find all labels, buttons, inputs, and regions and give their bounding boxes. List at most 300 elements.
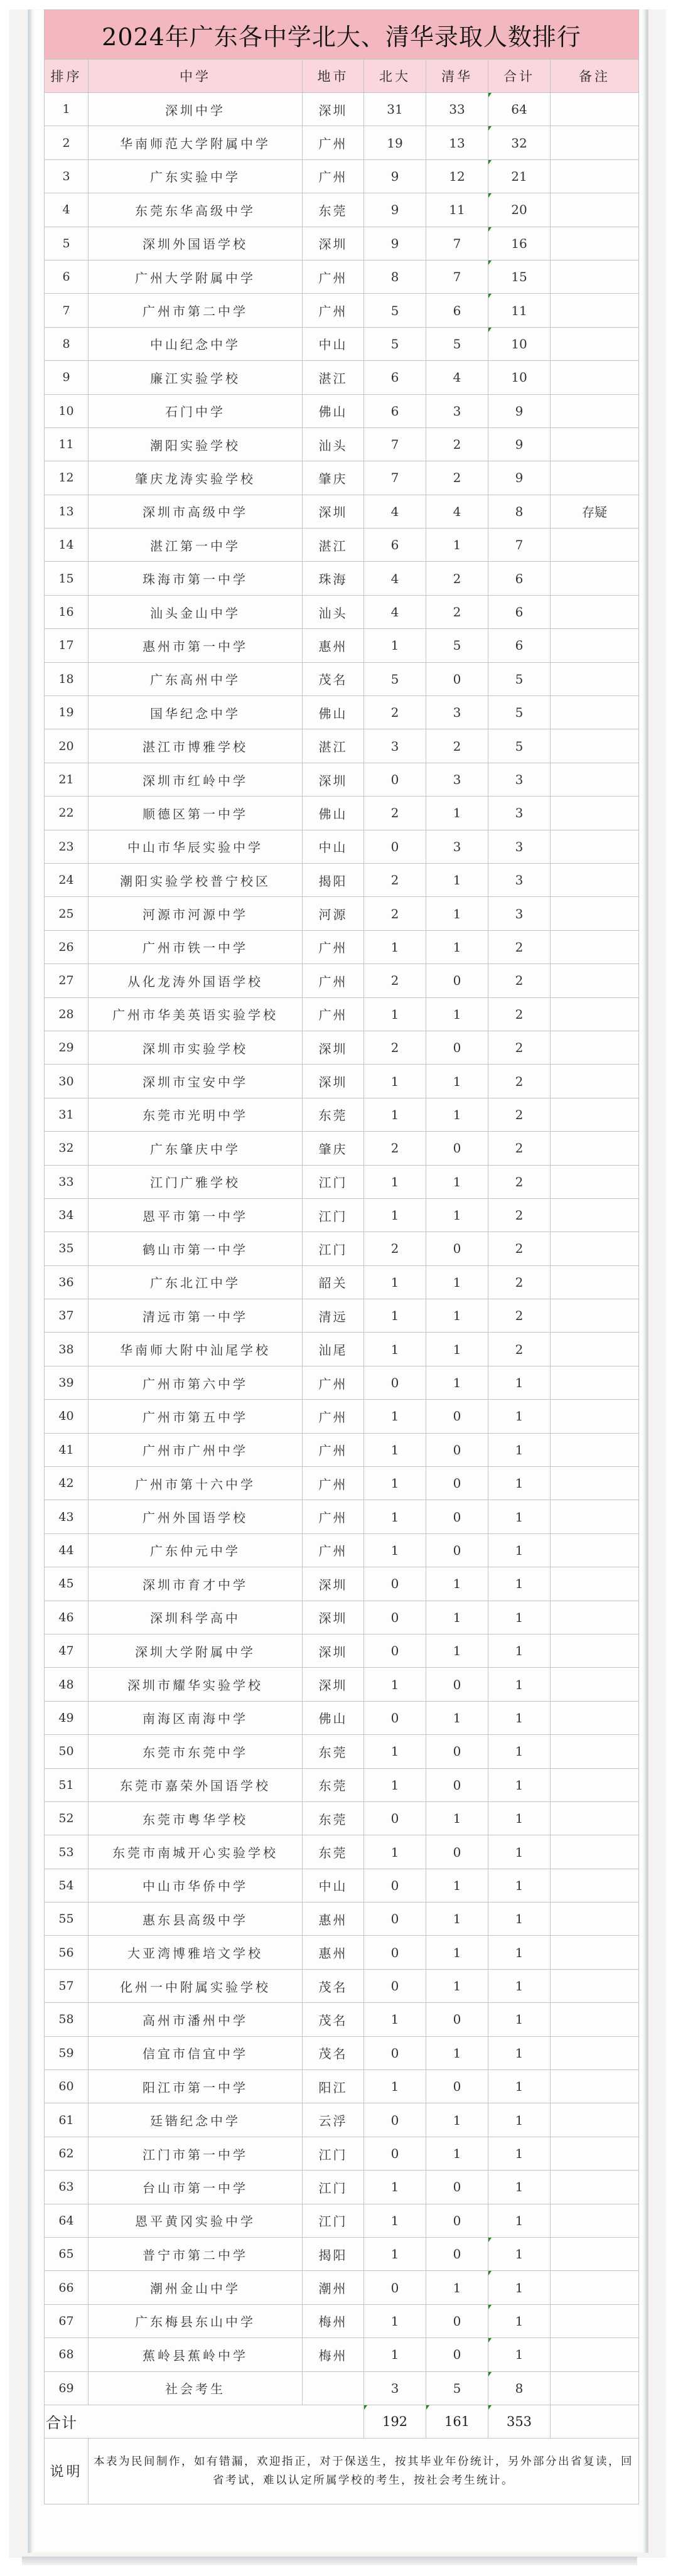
city-cell: 茂名 <box>303 1969 364 2002</box>
pku-count-cell: 0 <box>364 1902 426 1936</box>
note-text: 本表为民间制作，如有错漏，欢迎指正，对于保送生，按其毕业年份统计，另外部分出省复读，回省考试，难以认定所属学校的考生，按社会考生统计。 <box>89 2438 639 2504</box>
thu-count-cell: 1 <box>426 1198 488 1232</box>
rank-cell: 34 <box>45 1198 89 1232</box>
rank-cell: 38 <box>45 1333 89 1366</box>
table-row <box>45 930 639 963</box>
summary-thu: 161 <box>426 2405 488 2438</box>
pku-count-cell: 0 <box>364 1601 426 1634</box>
school-cell: 广州市铁一中学 <box>89 930 303 963</box>
thu-count-cell: 0 <box>426 964 488 997</box>
total-count-cell: 1 <box>488 2271 551 2304</box>
city-cell: 中山 <box>303 830 364 863</box>
rank-cell: 27 <box>45 964 89 997</box>
pku-count-cell: 1 <box>364 1668 426 1701</box>
table-row <box>45 830 639 863</box>
pku-count-cell: 2 <box>364 863 426 896</box>
total-count-cell: 1 <box>488 1601 551 1634</box>
thu-count-cell: 0 <box>426 1433 488 1466</box>
rank-cell: 69 <box>45 2371 89 2405</box>
city-cell: 深圳 <box>303 1567 364 1601</box>
city-cell: 江门 <box>303 2137 364 2170</box>
rank-cell: 19 <box>45 696 89 729</box>
note-cell <box>551 763 639 796</box>
table-row <box>45 1165 639 1198</box>
thu-count-cell: 0 <box>426 1467 488 1500</box>
school-cell: 惠州市第一中学 <box>89 629 303 662</box>
rank-cell: 14 <box>45 529 89 562</box>
city-cell: 广州 <box>303 260 364 293</box>
thu-count-cell: 1 <box>426 1265 488 1299</box>
rank-cell: 57 <box>45 1969 89 2002</box>
pku-count-cell: 0 <box>364 2103 426 2137</box>
table-row <box>45 2271 639 2304</box>
pku-count-cell: 3 <box>364 729 426 763</box>
total-count-cell: 2 <box>488 930 551 963</box>
table-row <box>45 2204 639 2237</box>
pku-count-cell: 0 <box>364 1869 426 1902</box>
note-cell <box>551 1198 639 1232</box>
pku-count-cell: 0 <box>364 1366 426 1399</box>
city-cell: 江门 <box>303 2171 364 2204</box>
note-cell <box>551 1165 639 1198</box>
table-row <box>45 1333 639 1366</box>
thu-count-cell: 0 <box>426 1735 488 1768</box>
note-cell <box>551 562 639 595</box>
note-cell <box>551 1601 639 1634</box>
thu-count-cell: 1 <box>426 1634 488 1667</box>
note-cell <box>551 2204 639 2237</box>
rank-cell: 41 <box>45 1433 89 1466</box>
total-count-cell: 1 <box>488 1969 551 2002</box>
thu-count-cell: 1 <box>426 1366 488 1399</box>
city-cell: 珠海 <box>303 562 364 595</box>
note-cell <box>551 1232 639 1265</box>
pku-count-cell: 2 <box>364 1232 426 1265</box>
city-cell: 江门 <box>303 1165 364 1198</box>
thu-count-cell: 1 <box>426 2271 488 2304</box>
school-cell: 湛江市博雅学校 <box>89 729 303 763</box>
thu-count-cell: 3 <box>426 830 488 863</box>
summary-pku: 192 <box>364 2405 426 2438</box>
school-cell: 化州一中附属实验学校 <box>89 1969 303 2002</box>
note-cell <box>551 1132 639 1165</box>
total-count-cell: 1 <box>488 2304 551 2337</box>
school-cell: 广州外国语学校 <box>89 1500 303 1533</box>
rank-cell: 66 <box>45 2271 89 2304</box>
total-count-cell: 7 <box>488 529 551 562</box>
thu-count-cell: 2 <box>426 595 488 628</box>
city-cell: 汕头 <box>303 427 364 461</box>
total-count-cell: 1 <box>488 1366 551 1399</box>
pku-count-cell: 1 <box>364 1065 426 1098</box>
total-count-cell: 2 <box>488 1165 551 1198</box>
note-cell <box>551 629 639 662</box>
pku-count-cell: 1 <box>364 1198 426 1232</box>
city-cell: 梅州 <box>303 2304 364 2337</box>
table-row <box>45 1132 639 1165</box>
total-count-cell: 6 <box>488 629 551 662</box>
school-cell: 阳江市第一中学 <box>89 2070 303 2103</box>
city-cell: 深圳 <box>303 93 364 126</box>
note-label: 说明 <box>45 2438 89 2504</box>
total-count-cell: 3 <box>488 830 551 863</box>
city-cell: 湛江 <box>303 729 364 763</box>
pku-count-cell: 1 <box>364 1835 426 1869</box>
total-count-cell: 10 <box>488 327 551 360</box>
total-count-cell: 6 <box>488 562 551 595</box>
rank-cell: 56 <box>45 1936 89 1969</box>
rank-cell: 15 <box>45 562 89 595</box>
note-cell <box>551 2070 639 2103</box>
note-cell <box>551 2036 639 2069</box>
school-cell: 广东实验中学 <box>89 159 303 193</box>
thu-count-cell: 1 <box>426 1902 488 1936</box>
thu-count-cell: 0 <box>426 1132 488 1165</box>
pku-count-cell: 2 <box>364 797 426 830</box>
rank-cell: 22 <box>45 797 89 830</box>
total-count-cell: 21 <box>488 159 551 193</box>
pku-count-cell: 0 <box>364 763 426 796</box>
note-cell <box>551 159 639 193</box>
summary-total: 353 <box>488 2405 551 2438</box>
thu-count-cell: 1 <box>426 529 488 562</box>
total-count-cell: 2 <box>488 1098 551 1131</box>
note-cell <box>551 1701 639 1734</box>
thu-count-cell: 1 <box>426 797 488 830</box>
school-cell: 普宁市第二中学 <box>89 2238 303 2271</box>
rank-cell: 37 <box>45 1299 89 1333</box>
table-row <box>45 1232 639 1265</box>
pku-count-cell: 1 <box>364 629 426 662</box>
rank-cell: 6 <box>45 260 89 293</box>
thu-count-cell: 0 <box>426 1232 488 1265</box>
table-row <box>45 461 639 495</box>
total-count-cell: 1 <box>488 2238 551 2271</box>
school-cell: 广州市第十六中学 <box>89 1467 303 1500</box>
note-cell <box>551 1735 639 1768</box>
thu-count-cell: 4 <box>426 495 488 528</box>
note-cell <box>551 327 639 360</box>
rank-cell: 11 <box>45 427 89 461</box>
city-cell: 深圳 <box>303 1668 364 1701</box>
thu-count-cell: 1 <box>426 1567 488 1601</box>
total-count-cell: 1 <box>488 1467 551 1500</box>
city-cell: 东莞 <box>303 193 364 227</box>
pku-count-cell: 1 <box>364 1433 426 1466</box>
school-cell: 广东仲元中学 <box>89 1533 303 1567</box>
rank-cell: 5 <box>45 227 89 260</box>
pku-count-cell: 9 <box>364 159 426 193</box>
header-note: 备注 <box>551 60 639 93</box>
table-row <box>45 2070 639 2103</box>
thu-count-cell: 1 <box>426 1869 488 1902</box>
thu-count-cell: 13 <box>426 126 488 159</box>
rank-cell: 64 <box>45 2204 89 2237</box>
note-cell <box>551 427 639 461</box>
thu-count-cell: 1 <box>426 930 488 963</box>
rank-cell: 1 <box>45 93 89 126</box>
table-row <box>45 93 639 126</box>
city-cell: 佛山 <box>303 797 364 830</box>
rank-cell: 25 <box>45 897 89 930</box>
rank-cell: 2 <box>45 126 89 159</box>
city-cell: 茂名 <box>303 2036 364 2069</box>
city-cell: 揭阳 <box>303 2238 364 2271</box>
total-count-cell: 10 <box>488 361 551 394</box>
rank-cell: 17 <box>45 629 89 662</box>
table-row <box>45 1265 639 1299</box>
total-count-cell: 1 <box>488 2137 551 2170</box>
rank-cell: 39 <box>45 1366 89 1399</box>
school-cell: 广州市第六中学 <box>89 1366 303 1399</box>
header-school: 中学 <box>89 60 303 93</box>
school-cell: 广州市广州中学 <box>89 1433 303 1466</box>
school-cell: 广州市第二中学 <box>89 294 303 327</box>
school-cell: 广东梅县东山中学 <box>89 2304 303 2337</box>
total-count-cell: 2 <box>488 1031 551 1064</box>
pku-count-cell: 0 <box>364 1936 426 1969</box>
pku-count-cell: 2 <box>364 696 426 729</box>
note-cell <box>551 260 639 293</box>
rank-cell: 49 <box>45 1701 89 1734</box>
total-count-cell: 16 <box>488 227 551 260</box>
thu-count-cell: 1 <box>426 1969 488 2002</box>
city-cell: 茂名 <box>303 662 364 695</box>
thu-count-cell: 0 <box>426 2204 488 2237</box>
pku-count-cell: 1 <box>364 2003 426 2036</box>
note-cell <box>551 1299 639 1333</box>
city-cell: 深圳 <box>303 495 364 528</box>
table-row <box>45 1601 639 1634</box>
header-city: 地市 <box>303 60 364 93</box>
note-cell <box>551 93 639 126</box>
school-cell: 东莞东华高级中学 <box>89 193 303 227</box>
table-row <box>45 1701 639 1734</box>
pku-count-cell: 1 <box>364 2238 426 2271</box>
city-cell: 广州 <box>303 1533 364 1567</box>
pku-count-cell: 8 <box>364 260 426 293</box>
city-cell: 韶关 <box>303 1265 364 1299</box>
total-count-cell: 1 <box>488 1500 551 1533</box>
pku-count-cell: 4 <box>364 495 426 528</box>
table-row <box>45 361 639 394</box>
pku-count-cell: 7 <box>364 427 426 461</box>
note-cell <box>551 1500 639 1533</box>
city-cell: 广州 <box>303 1400 364 1433</box>
school-cell: 大亚湾博雅培文学校 <box>89 1936 303 1969</box>
note-row <box>45 2438 639 2504</box>
note-cell <box>551 1400 639 1433</box>
city-cell: 江门 <box>303 2204 364 2237</box>
note-cell <box>551 227 639 260</box>
table-row <box>45 1467 639 1500</box>
note-cell <box>551 1668 639 1701</box>
rank-cell: 62 <box>45 2137 89 2170</box>
note-cell <box>551 2003 639 2036</box>
school-cell: 汕头金山中学 <box>89 595 303 628</box>
total-count-cell: 8 <box>488 495 551 528</box>
table-row <box>45 729 639 763</box>
note-cell <box>551 1366 639 1399</box>
school-cell: 江门市第一中学 <box>89 2137 303 2170</box>
school-cell: 信宜市信宜中学 <box>89 2036 303 2069</box>
table-title: 2024年广东各中学北大、清华录取人数排行 <box>45 10 639 60</box>
table-row <box>45 696 639 729</box>
thu-count-cell: 2 <box>426 729 488 763</box>
school-cell: 华南师大附中汕尾学校 <box>89 1333 303 1366</box>
city-cell: 东莞 <box>303 1835 364 1869</box>
thu-count-cell: 0 <box>426 2338 488 2371</box>
total-count-cell: 1 <box>488 2171 551 2204</box>
thu-count-cell: 33 <box>426 93 488 126</box>
city-cell: 阳江 <box>303 2070 364 2103</box>
rank-cell: 65 <box>45 2238 89 2271</box>
table-row <box>45 1768 639 1801</box>
school-cell: 深圳市育才中学 <box>89 1567 303 1601</box>
city-cell: 深圳 <box>303 1601 364 1634</box>
total-count-cell: 5 <box>488 729 551 763</box>
pku-count-cell: 1 <box>364 1533 426 1567</box>
city-cell: 深圳 <box>303 227 364 260</box>
header-total: 合计 <box>488 60 551 93</box>
note-cell <box>551 696 639 729</box>
school-cell: 潮阳实验学校普宁校区 <box>89 863 303 896</box>
pku-count-cell: 4 <box>364 595 426 628</box>
table-row <box>45 662 639 695</box>
table-row <box>45 1969 639 2002</box>
note-cell <box>551 964 639 997</box>
table-row <box>45 427 639 461</box>
school-cell: 恩平市第一中学 <box>89 1198 303 1232</box>
school-cell: 珠海市第一中学 <box>89 562 303 595</box>
table-row <box>45 1366 639 1399</box>
pku-count-cell: 5 <box>364 294 426 327</box>
note-cell <box>551 2103 639 2137</box>
rank-cell: 13 <box>45 495 89 528</box>
school-cell: 南海区南海中学 <box>89 1701 303 1734</box>
rank-cell: 33 <box>45 1165 89 1198</box>
school-cell: 顺德区第一中学 <box>89 797 303 830</box>
note-cell <box>551 2137 639 2170</box>
note-cell <box>551 1936 639 1969</box>
city-cell: 广州 <box>303 997 364 1031</box>
school-cell: 蕉岭县蕉岭中学 <box>89 2338 303 2371</box>
rank-cell: 24 <box>45 863 89 896</box>
total-count-cell: 1 <box>488 1567 551 1601</box>
total-count-cell: 2 <box>488 1333 551 1366</box>
rank-cell: 67 <box>45 2304 89 2337</box>
total-count-cell: 32 <box>488 126 551 159</box>
pku-count-cell: 0 <box>364 1701 426 1734</box>
thu-count-cell: 0 <box>426 2304 488 2337</box>
city-cell: 广州 <box>303 964 364 997</box>
school-cell: 湛江第一中学 <box>89 529 303 562</box>
note-cell <box>551 1098 639 1131</box>
school-cell: 广东高州中学 <box>89 662 303 695</box>
rank-cell: 36 <box>45 1265 89 1299</box>
school-cell: 廷锴纪念中学 <box>89 2103 303 2137</box>
school-cell: 潮州金山中学 <box>89 2271 303 2304</box>
total-count-cell: 2 <box>488 1299 551 1333</box>
rank-cell: 52 <box>45 1801 89 1835</box>
table-row <box>45 1634 639 1667</box>
school-cell: 恩平黄冈实验中学 <box>89 2204 303 2237</box>
note-cell <box>551 2238 639 2271</box>
rank-cell: 45 <box>45 1567 89 1601</box>
summary-row <box>45 2405 639 2438</box>
table-row <box>45 1735 639 1768</box>
city-cell: 梅州 <box>303 2338 364 2371</box>
pku-count-cell: 1 <box>364 1333 426 1366</box>
table-row <box>45 897 639 930</box>
city-cell: 揭阳 <box>303 863 364 896</box>
school-cell: 国华纪念中学 <box>89 696 303 729</box>
note-cell <box>551 361 639 394</box>
note-cell: 存疑 <box>551 495 639 528</box>
note-cell <box>551 2171 639 2204</box>
rank-cell: 32 <box>45 1132 89 1165</box>
thu-count-cell: 0 <box>426 1031 488 1064</box>
note-cell <box>551 595 639 628</box>
city-cell: 中山 <box>303 1869 364 1902</box>
total-count-cell: 1 <box>488 1869 551 1902</box>
pku-count-cell: 9 <box>364 193 426 227</box>
pku-count-cell: 0 <box>364 1969 426 2002</box>
note-cell <box>551 2338 639 2371</box>
rank-cell: 51 <box>45 1768 89 1801</box>
school-cell: 潮阳实验学校 <box>89 427 303 461</box>
pku-count-cell: 2 <box>364 1031 426 1064</box>
rank-cell: 50 <box>45 1735 89 1768</box>
rank-cell: 54 <box>45 1869 89 1902</box>
city-cell: 江门 <box>303 1232 364 1265</box>
header-thu: 清华 <box>426 60 488 93</box>
table-row <box>45 1835 639 1869</box>
city-cell: 佛山 <box>303 394 364 427</box>
thu-count-cell: 5 <box>426 327 488 360</box>
header-rank: 排序 <box>45 60 89 93</box>
header-row <box>45 60 639 93</box>
total-count-cell: 3 <box>488 763 551 796</box>
total-count-cell: 1 <box>488 2204 551 2237</box>
city-cell: 湛江 <box>303 361 364 394</box>
rank-cell: 55 <box>45 1902 89 1936</box>
table-row <box>45 1400 639 1433</box>
rank-cell: 12 <box>45 461 89 495</box>
rank-cell: 61 <box>45 2103 89 2137</box>
table-row <box>45 2137 639 2170</box>
note-cell <box>551 1533 639 1567</box>
city-cell: 清远 <box>303 1299 364 1333</box>
city-cell: 河源 <box>303 897 364 930</box>
table-row <box>45 294 639 327</box>
pku-count-cell: 1 <box>364 997 426 1031</box>
note-cell <box>551 2271 639 2304</box>
note-cell <box>551 863 639 896</box>
note-cell <box>551 1031 639 1064</box>
total-count-cell: 1 <box>488 1902 551 1936</box>
rank-cell: 35 <box>45 1232 89 1265</box>
school-cell: 中山纪念中学 <box>89 327 303 360</box>
thu-count-cell: 1 <box>426 2036 488 2069</box>
note-cell <box>551 997 639 1031</box>
pku-count-cell: 6 <box>364 394 426 427</box>
pku-count-cell: 0 <box>364 1567 426 1601</box>
total-count-cell: 2 <box>488 964 551 997</box>
table-row <box>45 1299 639 1333</box>
total-count-cell: 1 <box>488 1634 551 1667</box>
table-row <box>45 562 639 595</box>
